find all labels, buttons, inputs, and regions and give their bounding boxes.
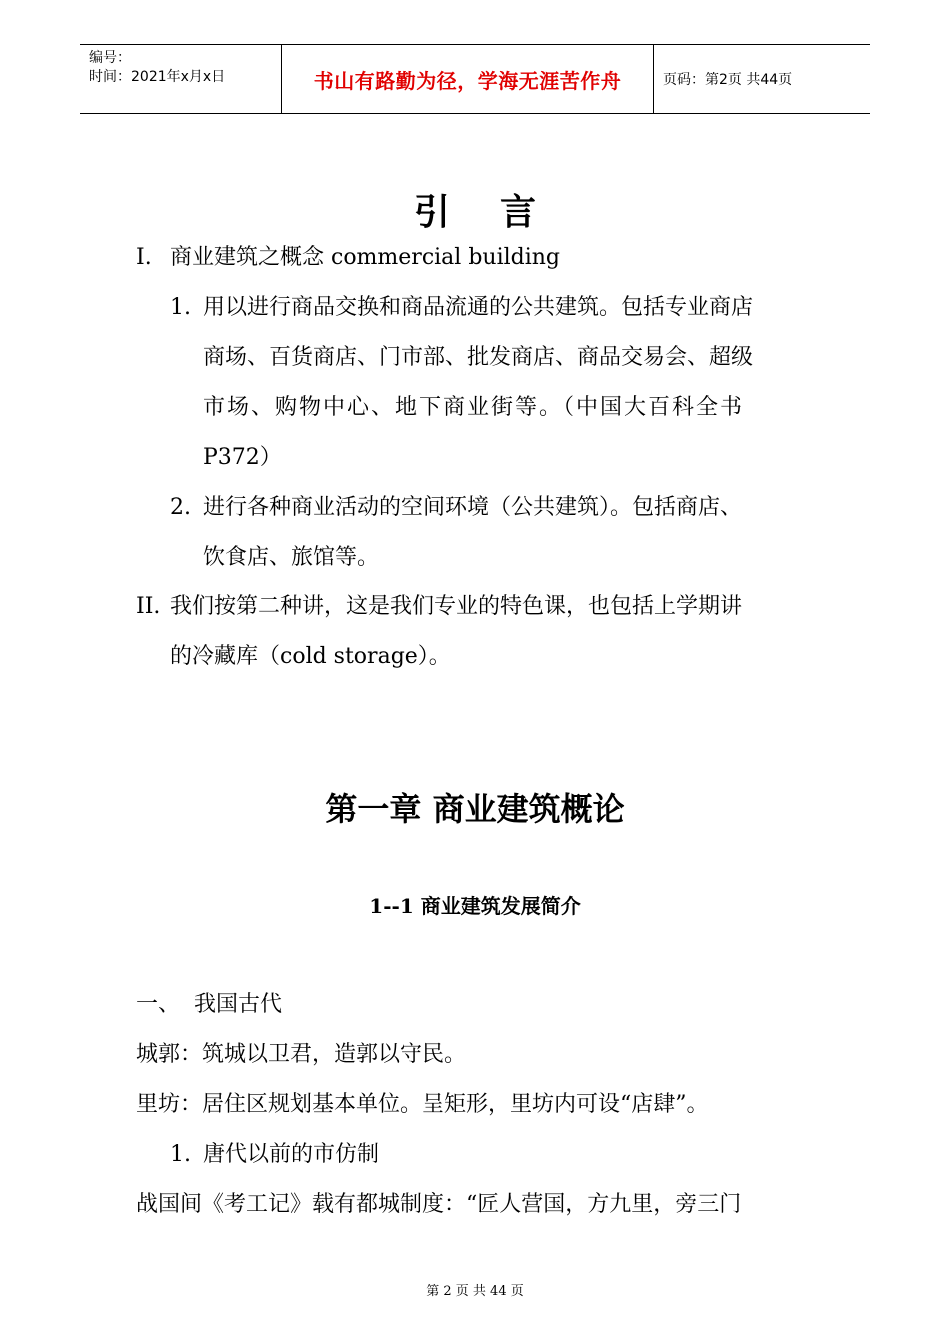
sub-heading-marker: 一、 (136, 992, 181, 1017)
list-marker: 1. (170, 1142, 191, 1167)
header-meta (80, 45, 281, 113)
header-page-info: 页码：第2页 共44页 (663, 72, 793, 88)
item-2-line-2: 饮食店、旅馆等。 (203, 545, 380, 570)
number-label: 编号： (89, 50, 131, 66)
item-marker-II: II. (136, 594, 161, 619)
item-2-line-1: 进行各种商业活动的空间环境（公共建筑）。包括商店、 (203, 495, 743, 520)
item-II-line-1: 我们按第二种讲，这是我们专业的特色课，也包括上学期讲 (170, 594, 743, 619)
page-footer: 第 2 页 共 44 页 (426, 1284, 524, 1299)
time-label: 时间：2021年x月x日 (89, 69, 226, 85)
list-text: 唐代以前的市仿制 (203, 1142, 380, 1167)
item-text-I: 商业建筑之概念 commercial building (170, 245, 561, 270)
item-marker-I: I. (136, 245, 152, 270)
chapter-title: 第一章 商业建筑概论 (325, 790, 625, 828)
item-1-line-3: 市场、购物中心、地下商业街等。（中国大百科全书 (203, 395, 745, 420)
item-1-line-1: 用以进行商品交换和商品流通的公共建筑。包括专业商店 (203, 295, 754, 320)
item-marker-2: 2. (170, 495, 191, 520)
sub-heading: 我国古代 (194, 992, 283, 1017)
page-header (80, 44, 870, 114)
intro-title: 引言 (413, 191, 586, 233)
paragraph-chengguo: 城郭：筑城以卫君，造郭以守民。 (136, 1042, 467, 1067)
item-II-line-2: 的冷藏库（cold storage）。 (170, 644, 451, 669)
paragraph-kaogongji: 战国间《考工记》载有都城制度：“匠人营国，方九里，旁三门 (136, 1192, 742, 1217)
paragraph-lifang: 里坊：居住区规划基本单位。呈矩形，里坊内可设“店肆”。 (136, 1092, 709, 1117)
item-marker-1: 1. (170, 295, 191, 320)
section-title: 1--1 商业建筑发展简介 (369, 894, 581, 918)
item-1-line-4: P372） (203, 445, 282, 470)
item-1-line-2: 商场、百货商店、门市部、批发商店、商品交易会、超级 (203, 345, 754, 370)
header-motto: 书山有路勤为径，学海无涯苦作舟 (281, 45, 654, 113)
